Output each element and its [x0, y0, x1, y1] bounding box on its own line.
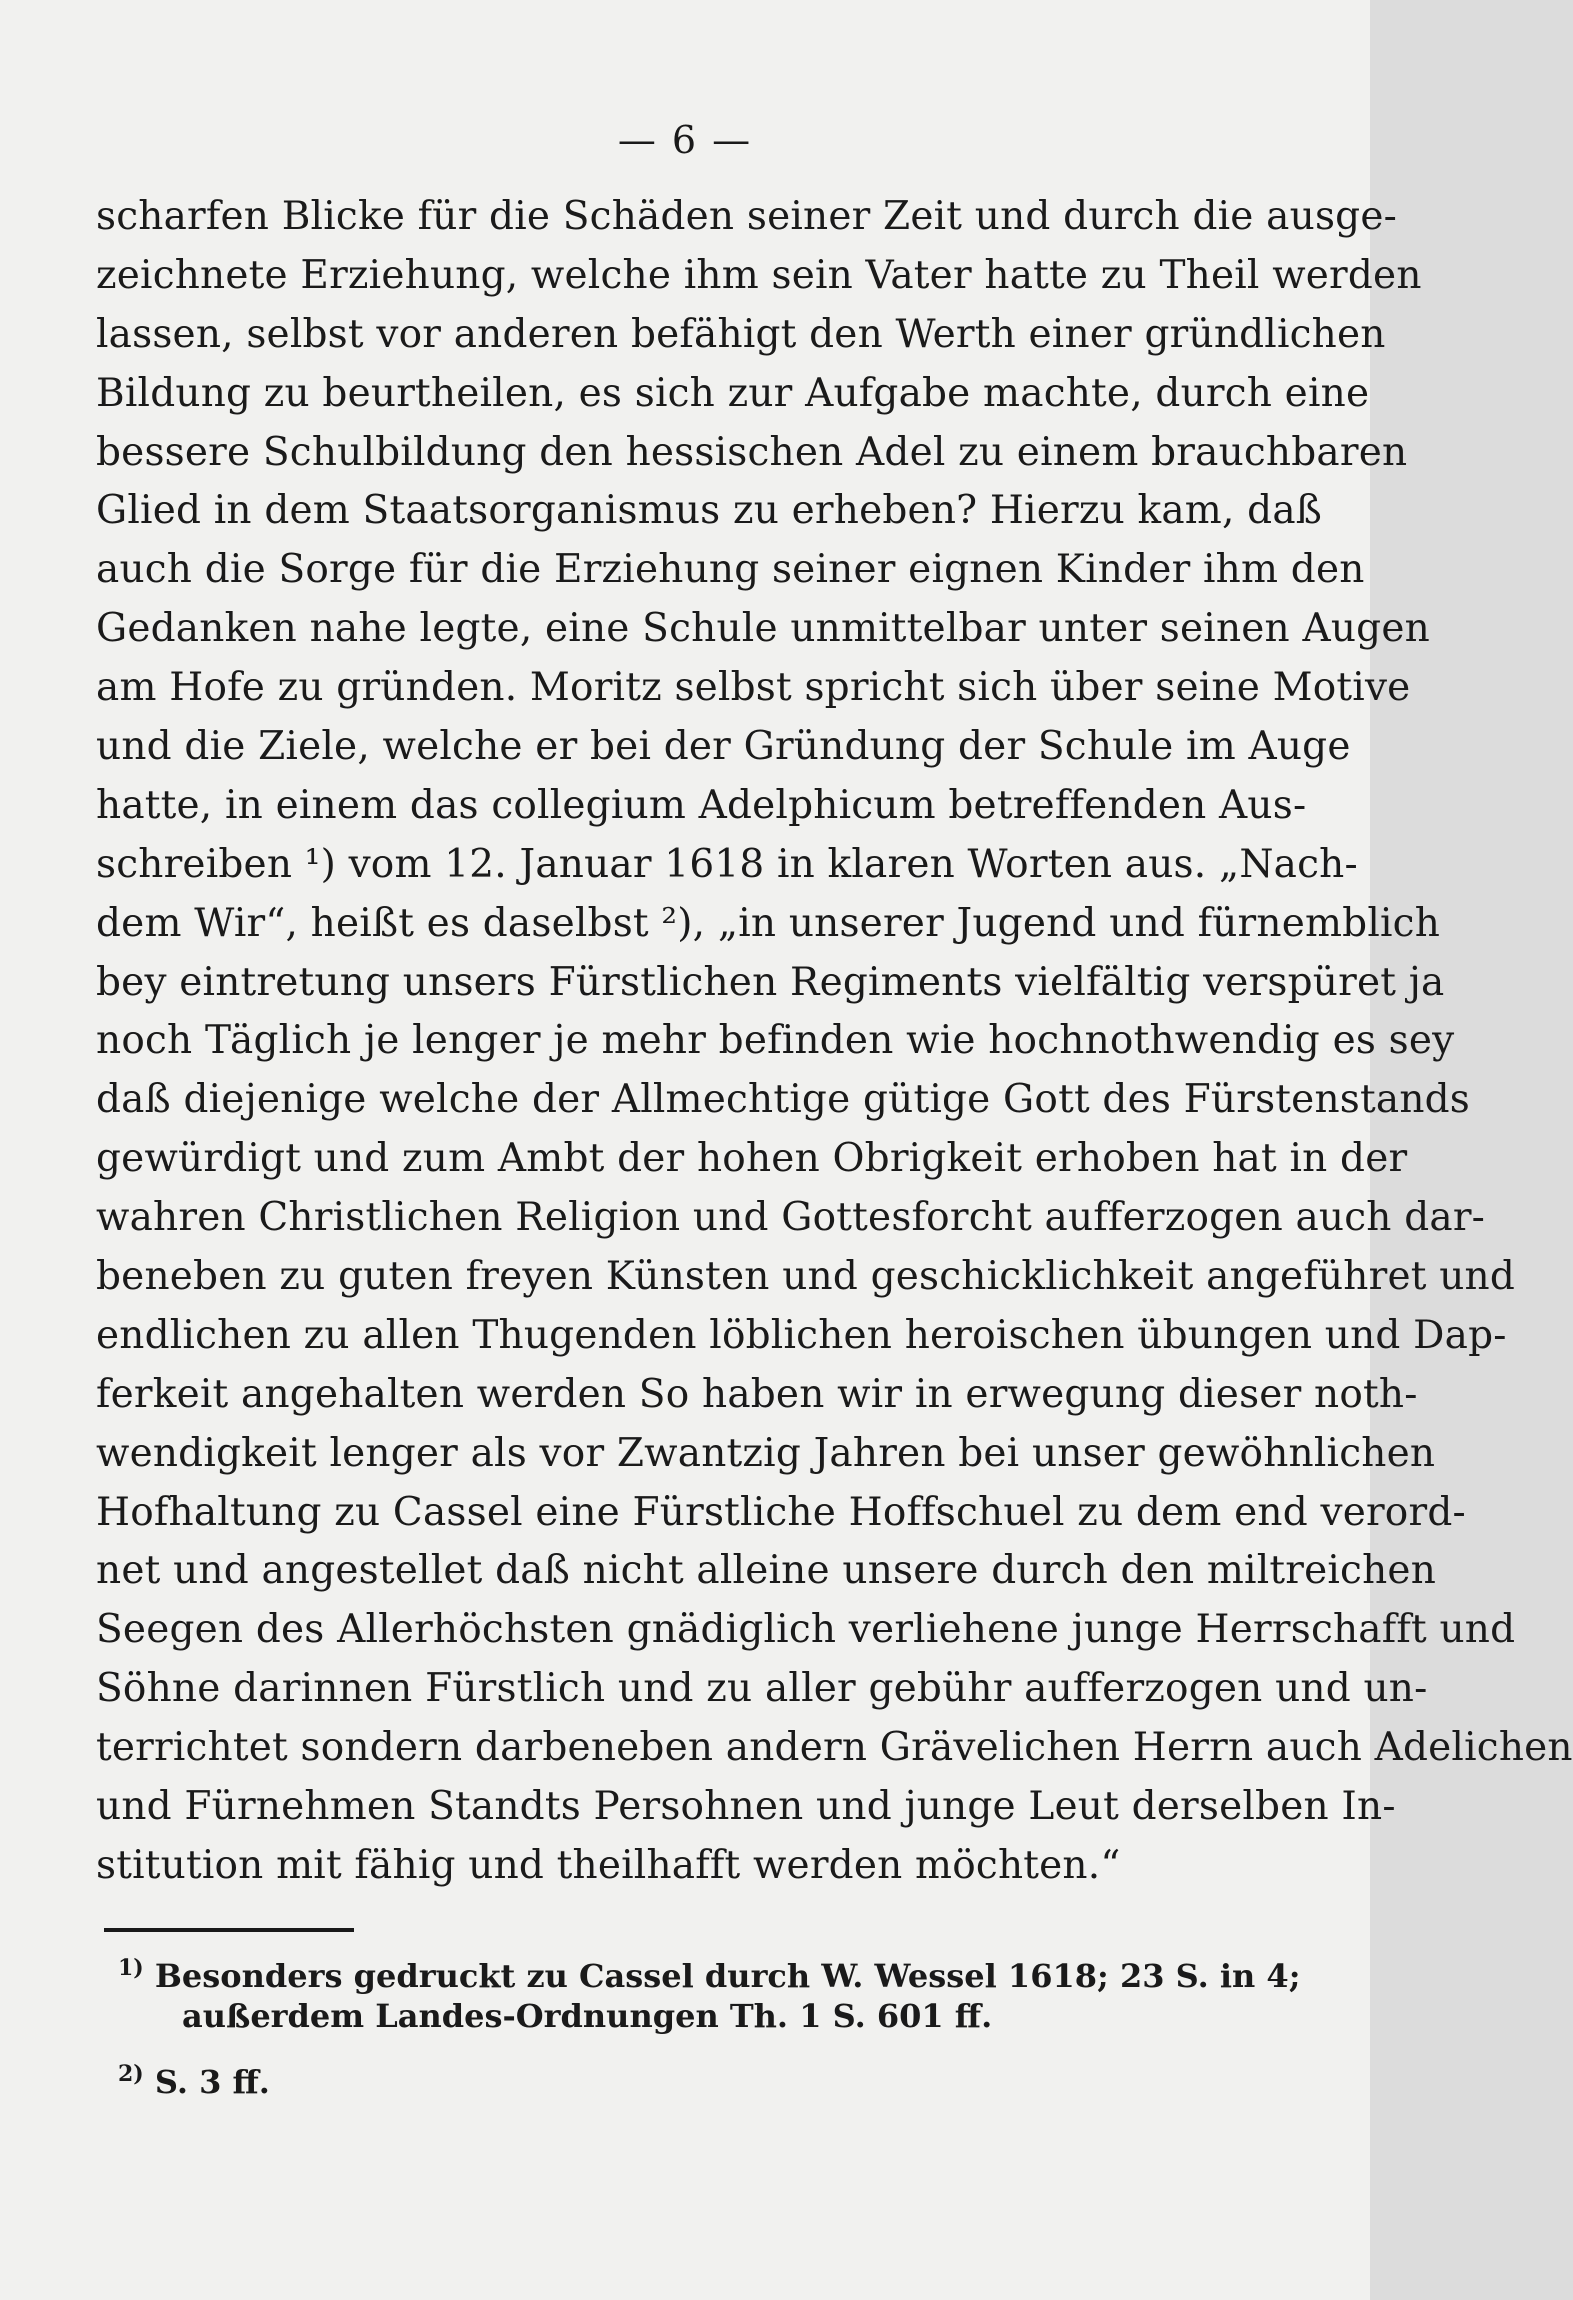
footnote-2: [118, 2050, 1268, 2101]
text-line: Söhne darinnen Fürstlich und zu aller gebühr aufferzogen und un-: [96, 1666, 1428, 1712]
text-line: scharfen Blicke für die Schäden seiner Zeit und durch die ausge-: [96, 194, 1397, 239]
text-line: endlichen zu allen Thugenden löblichen heroischen übungen und Dap-: [96, 1312, 1507, 1358]
text-line: beneben zu guten freyen Künsten und geschicklichkeit angeführet und: [96, 1254, 1515, 1300]
footnote-marker: 1): [118, 1955, 144, 1981]
text-line: wahren Christlichen Religion und Gottesforcht aufferzogen auch dar-: [96, 1195, 1486, 1241]
text-line: zeichnete Erziehung, welche ihm sein Vater hatte zu Theil werden: [96, 252, 1422, 298]
text-line: gewürdigt und zum Ambt der hohen Obrigkeit erhoben hat in der: [96, 1136, 1408, 1182]
text-line: dem Wir“, heißt es daselbst ²), „in unserer Jugend und fürnemblich: [96, 900, 1441, 946]
body-text: [96, 188, 1573, 1896]
text-line: schreiben ¹) vom 12. Januar 1618 in klaren Worten aus. „Nach-: [96, 841, 1358, 887]
text-line: bessere Schulbildung den hessischen Adel zu einem brauchbaren: [96, 429, 1408, 475]
text-line: stitution mit fähig und theilhafft werden möchten.“: [96, 1842, 1121, 1888]
text-line: noch Täglich je lenger je mehr befinden wie hochnothwendig es sey: [96, 1018, 1455, 1064]
footnote-text: S. 3 ff.: [154, 2063, 270, 2101]
text-line: wendigkeit lenger als vor Zwantzig Jahren bei unser gewöhnlichen: [96, 1430, 1436, 1476]
text-line: und die Ziele, welche er bei der Gründung der Schule im Auge: [96, 724, 1351, 770]
text-line: bey eintretung unsers Fürstlichen Regiments vielfältig verspüret ja: [96, 959, 1445, 1005]
page-number: — 6 —: [617, 118, 753, 162]
text-line: daß diejenige welche der Allmechtige gütige Gott des Fürstenstands: [96, 1077, 1471, 1123]
text-line: lassen, selbst vor anderen befähigt den Werth einer gründlichen: [96, 311, 1386, 357]
text-line: ferkeit angehalten werden So haben wir in erwegung dieser noth-: [96, 1371, 1418, 1417]
text-line: und Fürnehmen Standts Persohnen und junge Leut derselben In-: [96, 1784, 1396, 1830]
text-line: auch die Sorge für die Erziehung seiner eignen Kinder ihm den: [96, 547, 1365, 593]
text-line: Gedanken nahe legte, eine Schule unmittelbar unter seinen Augen: [96, 606, 1430, 652]
text-line: hatte, in einem das collegium Adelphicum betreffenden Aus-: [96, 782, 1307, 828]
text-line: Hofhaltung zu Cassel eine Fürstliche Hoffschuel zu dem end verord-: [96, 1489, 1466, 1535]
text-line: Bildung zu beurtheilen, es sich zur Aufgabe machte, durch eine: [96, 370, 1370, 416]
text-line: net und angestellet daß nicht alleine unsere durch den miltreichen: [96, 1548, 1437, 1594]
text-line: Seegen des Allerhöchsten gnädiglich verliehene junge Herrschafft und: [96, 1607, 1516, 1653]
text-line: Glied in dem Staatsorganismus zu erheben? Hierzu kam, daß: [96, 488, 1323, 534]
footnotes: [118, 1944, 1301, 2101]
footnote-rule: [104, 1928, 354, 1932]
text-line: terrichtet sondern darbeneben andern Grävelichen Herrn auch Adelichen: [96, 1725, 1573, 1771]
footnote-marker: 2): [118, 2061, 144, 2087]
footnote-1: [118, 1944, 1301, 1995]
footnote-1-continued: außerdem Landes-Ordnungen Th. 1 S. 601 ff.: [182, 1997, 993, 2035]
text-line: am Hofe zu gründen. Moritz selbst spricht sich über seine Motive: [96, 665, 1411, 711]
footnote-text: Besonders gedruckt zu Cassel durch W. Wessel 1618; 23 S. in 4;: [154, 1957, 1301, 1995]
